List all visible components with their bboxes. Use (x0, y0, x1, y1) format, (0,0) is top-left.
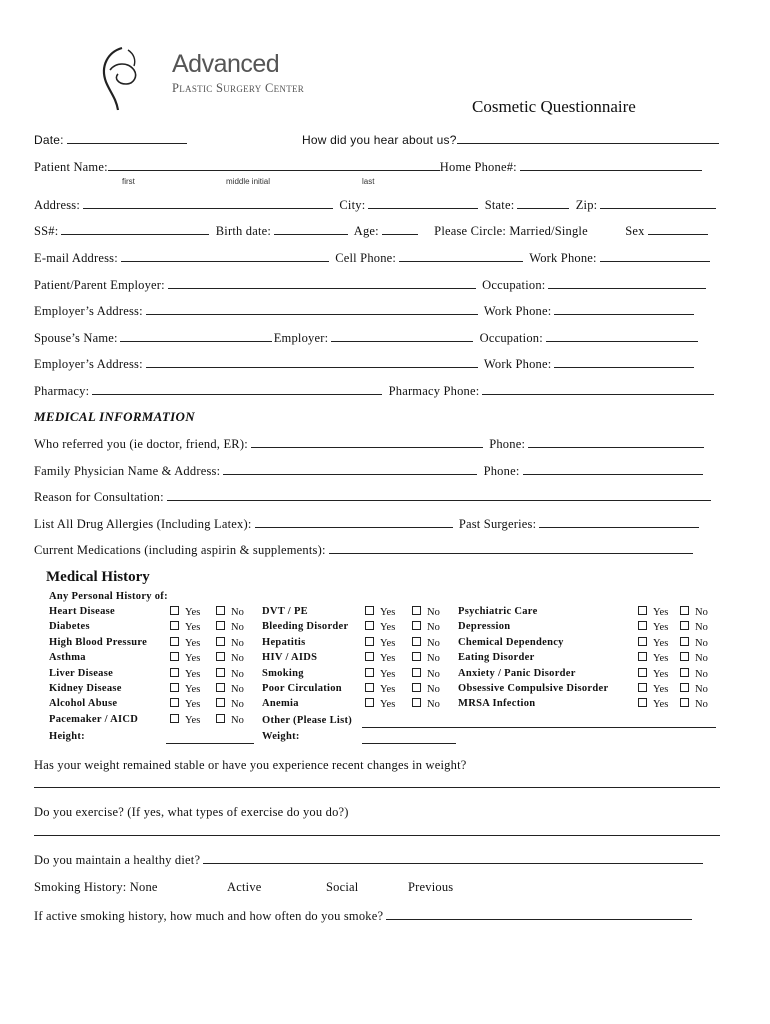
no-label: No (427, 684, 440, 695)
checkbox-icon[interactable] (365, 606, 374, 615)
yes-label: Yes (380, 669, 396, 680)
email-row (34, 250, 713, 266)
condition-label: Psychiatric Care (458, 606, 538, 617)
yes-checkbox[interactable] (170, 683, 200, 695)
no-checkbox[interactable] (216, 698, 244, 710)
work-phone-label: Work Phone: (529, 251, 597, 265)
no-checkbox[interactable] (412, 637, 440, 649)
yes-checkbox[interactable] (365, 606, 395, 618)
yes-label: Yes (185, 699, 201, 710)
employer-address-2-label: Employer’s Address: (34, 357, 143, 371)
address-label: Address: (34, 198, 81, 212)
yes-label: Yes (185, 653, 201, 664)
yes-label: Yes (185, 607, 201, 618)
cell-field[interactable] (399, 250, 523, 262)
checkbox-icon[interactable] (365, 683, 374, 692)
patient-name-row (34, 159, 705, 175)
date-label: Date: (34, 133, 64, 147)
checkbox-icon[interactable] (216, 714, 225, 723)
logo (94, 44, 324, 114)
yes-label: Yes (380, 607, 396, 618)
yes-label: Yes (380, 638, 396, 649)
condition-label: Asthma (49, 652, 86, 663)
medical-history-subtitle: Any Personal History of: (49, 591, 168, 602)
yes-checkbox[interactable] (365, 698, 395, 710)
no-label: No (231, 653, 244, 664)
no-label: No (231, 669, 244, 680)
email-field[interactable] (121, 250, 329, 262)
employer-address-row (34, 303, 697, 319)
work-phone-2-field[interactable] (554, 303, 694, 315)
caption-first: first (122, 177, 135, 186)
yes-checkbox[interactable] (365, 637, 395, 649)
checkbox-icon[interactable] (638, 621, 647, 630)
checkbox-icon[interactable] (680, 621, 689, 630)
heard-field[interactable] (457, 132, 719, 144)
yes-label: Yes (653, 622, 669, 633)
checkbox-icon[interactable] (638, 668, 647, 677)
city-field[interactable] (368, 197, 478, 209)
condition-label: Heart Disease (49, 606, 116, 617)
family-physician-label: Family Physician Name & Address: (34, 464, 221, 478)
smoking-label: Smoking History: None (34, 880, 158, 894)
no-checkbox[interactable] (680, 683, 708, 695)
weight-stable-answer-line[interactable] (34, 787, 720, 788)
weight-stable-question: Has your weight remained stable or have you experience recent changes in weight? (34, 758, 467, 772)
work-phone-3-label: Work Phone: (483, 357, 552, 371)
checkbox-icon[interactable] (216, 606, 225, 615)
spouse-name-field[interactable] (120, 330, 272, 342)
checkbox-icon[interactable] (412, 637, 421, 646)
no-checkbox[interactable] (680, 621, 708, 633)
exercise-question: Do you exercise? (If yes, what types of exercise do you do?) (34, 805, 349, 819)
medications-field[interactable] (329, 542, 693, 554)
spouse-employer-field[interactable] (331, 330, 473, 342)
smoke-amount-question: If active smoking history, how much and how often do you smoke? (34, 909, 384, 923)
yes-label: Yes (185, 715, 201, 726)
yes-label: Yes (653, 653, 669, 664)
allergies-field[interactable] (255, 516, 453, 528)
sex-field[interactable] (648, 223, 708, 235)
checkbox-icon[interactable] (638, 698, 647, 707)
no-label: No (695, 622, 708, 633)
checkbox-icon[interactable] (365, 621, 374, 630)
yes-checkbox[interactable] (170, 621, 200, 633)
yes-checkbox[interactable] (170, 714, 200, 726)
patient-name-field[interactable] (108, 159, 440, 171)
family-physician-row (34, 463, 706, 479)
checkbox-icon[interactable] (365, 652, 374, 661)
diet-question: Do you maintain a healthy diet? (34, 853, 201, 867)
weight-label: Weight: (262, 731, 300, 742)
pharmacy-phone-label: Pharmacy Phone: (388, 384, 480, 398)
yes-label: Yes (653, 607, 669, 618)
spouse-occupation-field[interactable] (546, 330, 698, 342)
checkbox-icon[interactable] (216, 621, 225, 630)
yes-label: Yes (380, 622, 396, 633)
checkbox-icon[interactable] (170, 637, 179, 646)
checkbox-icon[interactable] (680, 637, 689, 646)
city-label: City: (339, 198, 366, 212)
checkbox-icon[interactable] (638, 637, 647, 646)
no-checkbox[interactable] (216, 652, 244, 664)
reason-field[interactable] (167, 489, 711, 501)
work-phone-field[interactable] (600, 250, 710, 262)
no-label: No (695, 669, 708, 680)
condition-label: Eating Disorder (458, 652, 535, 663)
no-checkbox[interactable] (216, 637, 244, 649)
checkbox-icon[interactable] (412, 606, 421, 615)
checkbox-icon[interactable] (638, 652, 647, 661)
no-checkbox[interactable] (412, 606, 440, 618)
employer-address-2-field[interactable] (146, 356, 478, 368)
yes-checkbox[interactable] (638, 668, 668, 680)
medical-information-heading: MEDICAL INFORMATION (34, 409, 195, 424)
age-label: Age: (353, 224, 379, 238)
yes-checkbox[interactable] (170, 606, 200, 618)
home-phone-label: Home Phone#: (439, 160, 517, 174)
yes-checkbox[interactable] (170, 652, 200, 664)
checkbox-icon[interactable] (216, 698, 225, 707)
checkbox-icon[interactable] (365, 698, 374, 707)
condition-label: Liver Disease (49, 668, 114, 679)
yes-label: Yes (653, 684, 669, 695)
marital-status-label[interactable]: Please Circle: Married/Single (434, 224, 588, 238)
medications-label: Current Medications (including aspirin & supplements): (34, 543, 326, 557)
condition-label: Diabetes (49, 621, 90, 632)
ss-field[interactable] (61, 223, 209, 235)
email-label: E-mail Address: (34, 251, 118, 265)
checkbox-icon[interactable] (170, 621, 179, 630)
checkbox-icon[interactable] (680, 668, 689, 677)
condition-label: Depression (458, 621, 511, 632)
checkbox-icon[interactable] (412, 621, 421, 630)
no-checkbox[interactable] (680, 637, 708, 649)
height-label: Height: (49, 731, 85, 742)
other-label: Other (Please List) (262, 715, 353, 726)
no-checkbox[interactable] (216, 714, 244, 726)
employer-field[interactable] (168, 277, 476, 289)
medications-row (34, 542, 696, 558)
allergies-label: List All Drug Allergies (Including Latex): (34, 517, 252, 531)
yes-checkbox[interactable] (638, 698, 668, 710)
yes-checkbox[interactable] (638, 637, 668, 649)
referred-row (34, 436, 707, 452)
employer-label: Patient/Parent Employer: (34, 278, 165, 292)
patient-name-label: Patient Name: (34, 160, 108, 174)
state-field[interactable] (517, 197, 569, 209)
checkbox-icon[interactable] (638, 683, 647, 692)
yes-checkbox[interactable] (365, 683, 395, 695)
no-label: No (231, 715, 244, 726)
condition-label: Hepatitis (262, 637, 306, 648)
smoking-option-active[interactable]: Active (227, 880, 262, 894)
no-checkbox[interactable] (216, 683, 244, 695)
address-row (34, 197, 719, 213)
checkbox-icon[interactable] (170, 698, 179, 707)
yes-label: Yes (185, 638, 201, 649)
form-title: Cosmetic Questionnaire (472, 97, 636, 116)
condition-label: High Blood Pressure (49, 637, 148, 648)
birth-label: Birth date: (215, 224, 272, 238)
no-label: No (231, 684, 244, 695)
condition-label: Alcohol Abuse (49, 698, 118, 709)
employer-address-field[interactable] (146, 303, 478, 315)
no-checkbox[interactable] (680, 606, 708, 618)
no-checkbox[interactable] (680, 668, 708, 680)
ss-label: SS#: (34, 224, 59, 238)
employer-address-label: Employer’s Address: (34, 304, 143, 318)
condition-label: DVT / PE (262, 606, 308, 617)
cell-label: Cell Phone: (335, 251, 397, 265)
no-label: No (695, 607, 708, 618)
heard-row (302, 132, 719, 147)
exercise-answer-line[interactable] (34, 835, 720, 836)
condition-label: Smoking (262, 668, 304, 679)
condition-label: HIV / AIDS (262, 652, 318, 663)
pharmacy-field[interactable] (92, 383, 382, 395)
checkbox-icon[interactable] (680, 652, 689, 661)
yes-label: Yes (185, 684, 201, 695)
condition-label: Bleeding Disorder (262, 621, 349, 632)
logo-emblem-icon (94, 44, 164, 114)
yes-label: Yes (380, 684, 396, 695)
no-label: No (231, 622, 244, 633)
zip-field[interactable] (600, 197, 716, 209)
checkbox-icon[interactable] (638, 606, 647, 615)
yes-checkbox[interactable] (170, 637, 200, 649)
condition-label: Chemical Dependency (458, 637, 564, 648)
no-label: No (231, 638, 244, 649)
checkbox-icon[interactable] (412, 683, 421, 692)
no-label: No (695, 699, 708, 710)
checkbox-icon[interactable] (412, 668, 421, 677)
birth-field[interactable] (274, 223, 348, 235)
allergies-row (34, 516, 702, 532)
logo-title: Advanced (172, 50, 280, 78)
no-checkbox[interactable] (680, 652, 708, 664)
medical-history-title: Medical History (46, 569, 150, 585)
diet-row (34, 852, 706, 868)
heard-label: How did you hear about us? (302, 133, 457, 147)
physician-phone-label: Phone: (483, 464, 520, 478)
no-label: No (427, 638, 440, 649)
past-surgeries-field[interactable] (539, 516, 699, 528)
checkbox-icon[interactable] (680, 606, 689, 615)
yes-label: Yes (653, 638, 669, 649)
ss-row (34, 223, 711, 239)
yes-checkbox[interactable] (170, 698, 200, 710)
date-row (34, 132, 190, 147)
other-field[interactable] (362, 726, 716, 728)
age-field[interactable] (382, 223, 418, 235)
no-label: No (427, 669, 440, 680)
yes-label: Yes (653, 699, 669, 710)
no-label: No (427, 699, 440, 710)
no-label: No (231, 699, 244, 710)
checkbox-icon[interactable] (365, 668, 374, 677)
condition-label: Anxiety / Panic Disorder (458, 668, 576, 679)
referred-phone-label: Phone: (489, 437, 526, 451)
checkbox-icon[interactable] (412, 698, 421, 707)
yes-checkbox[interactable] (638, 683, 668, 695)
occupation-label: Occupation: (482, 278, 546, 292)
diet-field[interactable] (203, 852, 703, 864)
yes-checkbox[interactable] (365, 621, 395, 633)
no-label: No (231, 607, 244, 618)
yes-checkbox[interactable] (638, 606, 668, 618)
no-label: No (427, 653, 440, 664)
no-checkbox[interactable] (412, 683, 440, 695)
smoke-amount-row (34, 908, 695, 924)
yes-label: Yes (653, 669, 669, 680)
checkbox-icon[interactable] (170, 714, 179, 723)
zip-label: Zip: (575, 198, 598, 212)
smoking-option-social[interactable]: Social (326, 880, 359, 894)
yes-label: Yes (380, 653, 396, 664)
no-label: No (427, 607, 440, 618)
pharmacy-label: Pharmacy: (34, 384, 90, 398)
condition-label: Anemia (262, 698, 299, 709)
work-phone-2-label: Work Phone: (483, 304, 552, 318)
smoke-amount-field[interactable] (386, 908, 692, 920)
no-label: No (427, 622, 440, 633)
employer-row (34, 277, 709, 293)
no-label: No (695, 638, 708, 649)
condition-label: Kidney Disease (49, 683, 122, 694)
reason-row (34, 489, 714, 505)
spouse-name-label: Spouse’s Name: (34, 331, 118, 345)
weight-field[interactable] (362, 742, 456, 744)
referred-phone-field[interactable] (528, 436, 704, 448)
checkbox-icon[interactable] (216, 652, 225, 661)
caption-middle: middle initial (226, 177, 271, 186)
past-surgeries-label: Past Surgeries: (458, 517, 537, 531)
spouse-employer-label: Employer: (273, 331, 329, 345)
no-checkbox[interactable] (412, 698, 440, 710)
checkbox-icon[interactable] (170, 668, 179, 677)
no-label: No (695, 653, 708, 664)
checkbox-icon[interactable] (216, 668, 225, 677)
pharmacy-row (34, 383, 717, 399)
condition-label: Pacemaker / AICD (49, 714, 139, 725)
yes-label: Yes (185, 669, 201, 680)
referred-field[interactable] (251, 436, 483, 448)
yes-checkbox[interactable] (638, 621, 668, 633)
employer-address-2-row (34, 356, 697, 372)
checkbox-icon[interactable] (412, 652, 421, 661)
address-field[interactable] (83, 197, 333, 209)
no-checkbox[interactable] (412, 621, 440, 633)
no-checkbox[interactable] (412, 652, 440, 664)
no-checkbox[interactable] (680, 698, 708, 710)
checkbox-icon[interactable] (170, 683, 179, 692)
date-field[interactable] (67, 132, 187, 144)
checkbox-icon[interactable] (216, 637, 225, 646)
checkbox-icon[interactable] (170, 652, 179, 661)
work-phone-3-field[interactable] (554, 356, 694, 368)
state-label: State: (484, 198, 515, 212)
height-field[interactable] (166, 742, 254, 744)
smoking-option-previous[interactable]: Previous (408, 880, 454, 894)
no-checkbox[interactable] (412, 668, 440, 680)
checkbox-icon[interactable] (365, 637, 374, 646)
no-label: No (695, 684, 708, 695)
yes-checkbox[interactable] (365, 668, 395, 680)
yes-label: Yes (380, 699, 396, 710)
checkbox-icon[interactable] (216, 683, 225, 692)
checkbox-icon[interactable] (170, 606, 179, 615)
yes-checkbox[interactable] (638, 652, 668, 664)
occupation-field[interactable] (548, 277, 706, 289)
no-checkbox[interactable] (216, 668, 244, 680)
no-checkbox[interactable] (216, 621, 244, 633)
yes-checkbox[interactable] (365, 652, 395, 664)
condition-label: Obsessive Compulsive Disorder (458, 683, 609, 694)
checkbox-icon[interactable] (680, 698, 689, 707)
physician-phone-field[interactable] (523, 463, 703, 475)
yes-label: Yes (185, 622, 201, 633)
spouse-occupation-label: Occupation: (479, 331, 543, 345)
sex-label: Sex (625, 224, 645, 238)
family-physician-field[interactable] (223, 463, 477, 475)
reason-label: Reason for Consultation: (34, 490, 164, 504)
logo-subtitle: Plastic Surgery Center (172, 81, 305, 95)
no-checkbox[interactable] (216, 606, 244, 618)
checkbox-icon[interactable] (680, 683, 689, 692)
pharmacy-phone-field[interactable] (482, 383, 714, 395)
referred-label: Who referred you (ie doctor, friend, ER): (34, 437, 248, 451)
condition-label: Poor Circulation (262, 683, 342, 694)
home-phone-field[interactable] (520, 159, 702, 171)
spouse-row (34, 330, 701, 346)
yes-checkbox[interactable] (170, 668, 200, 680)
condition-label: MRSA Infection (458, 698, 536, 709)
caption-last: last (362, 177, 375, 186)
